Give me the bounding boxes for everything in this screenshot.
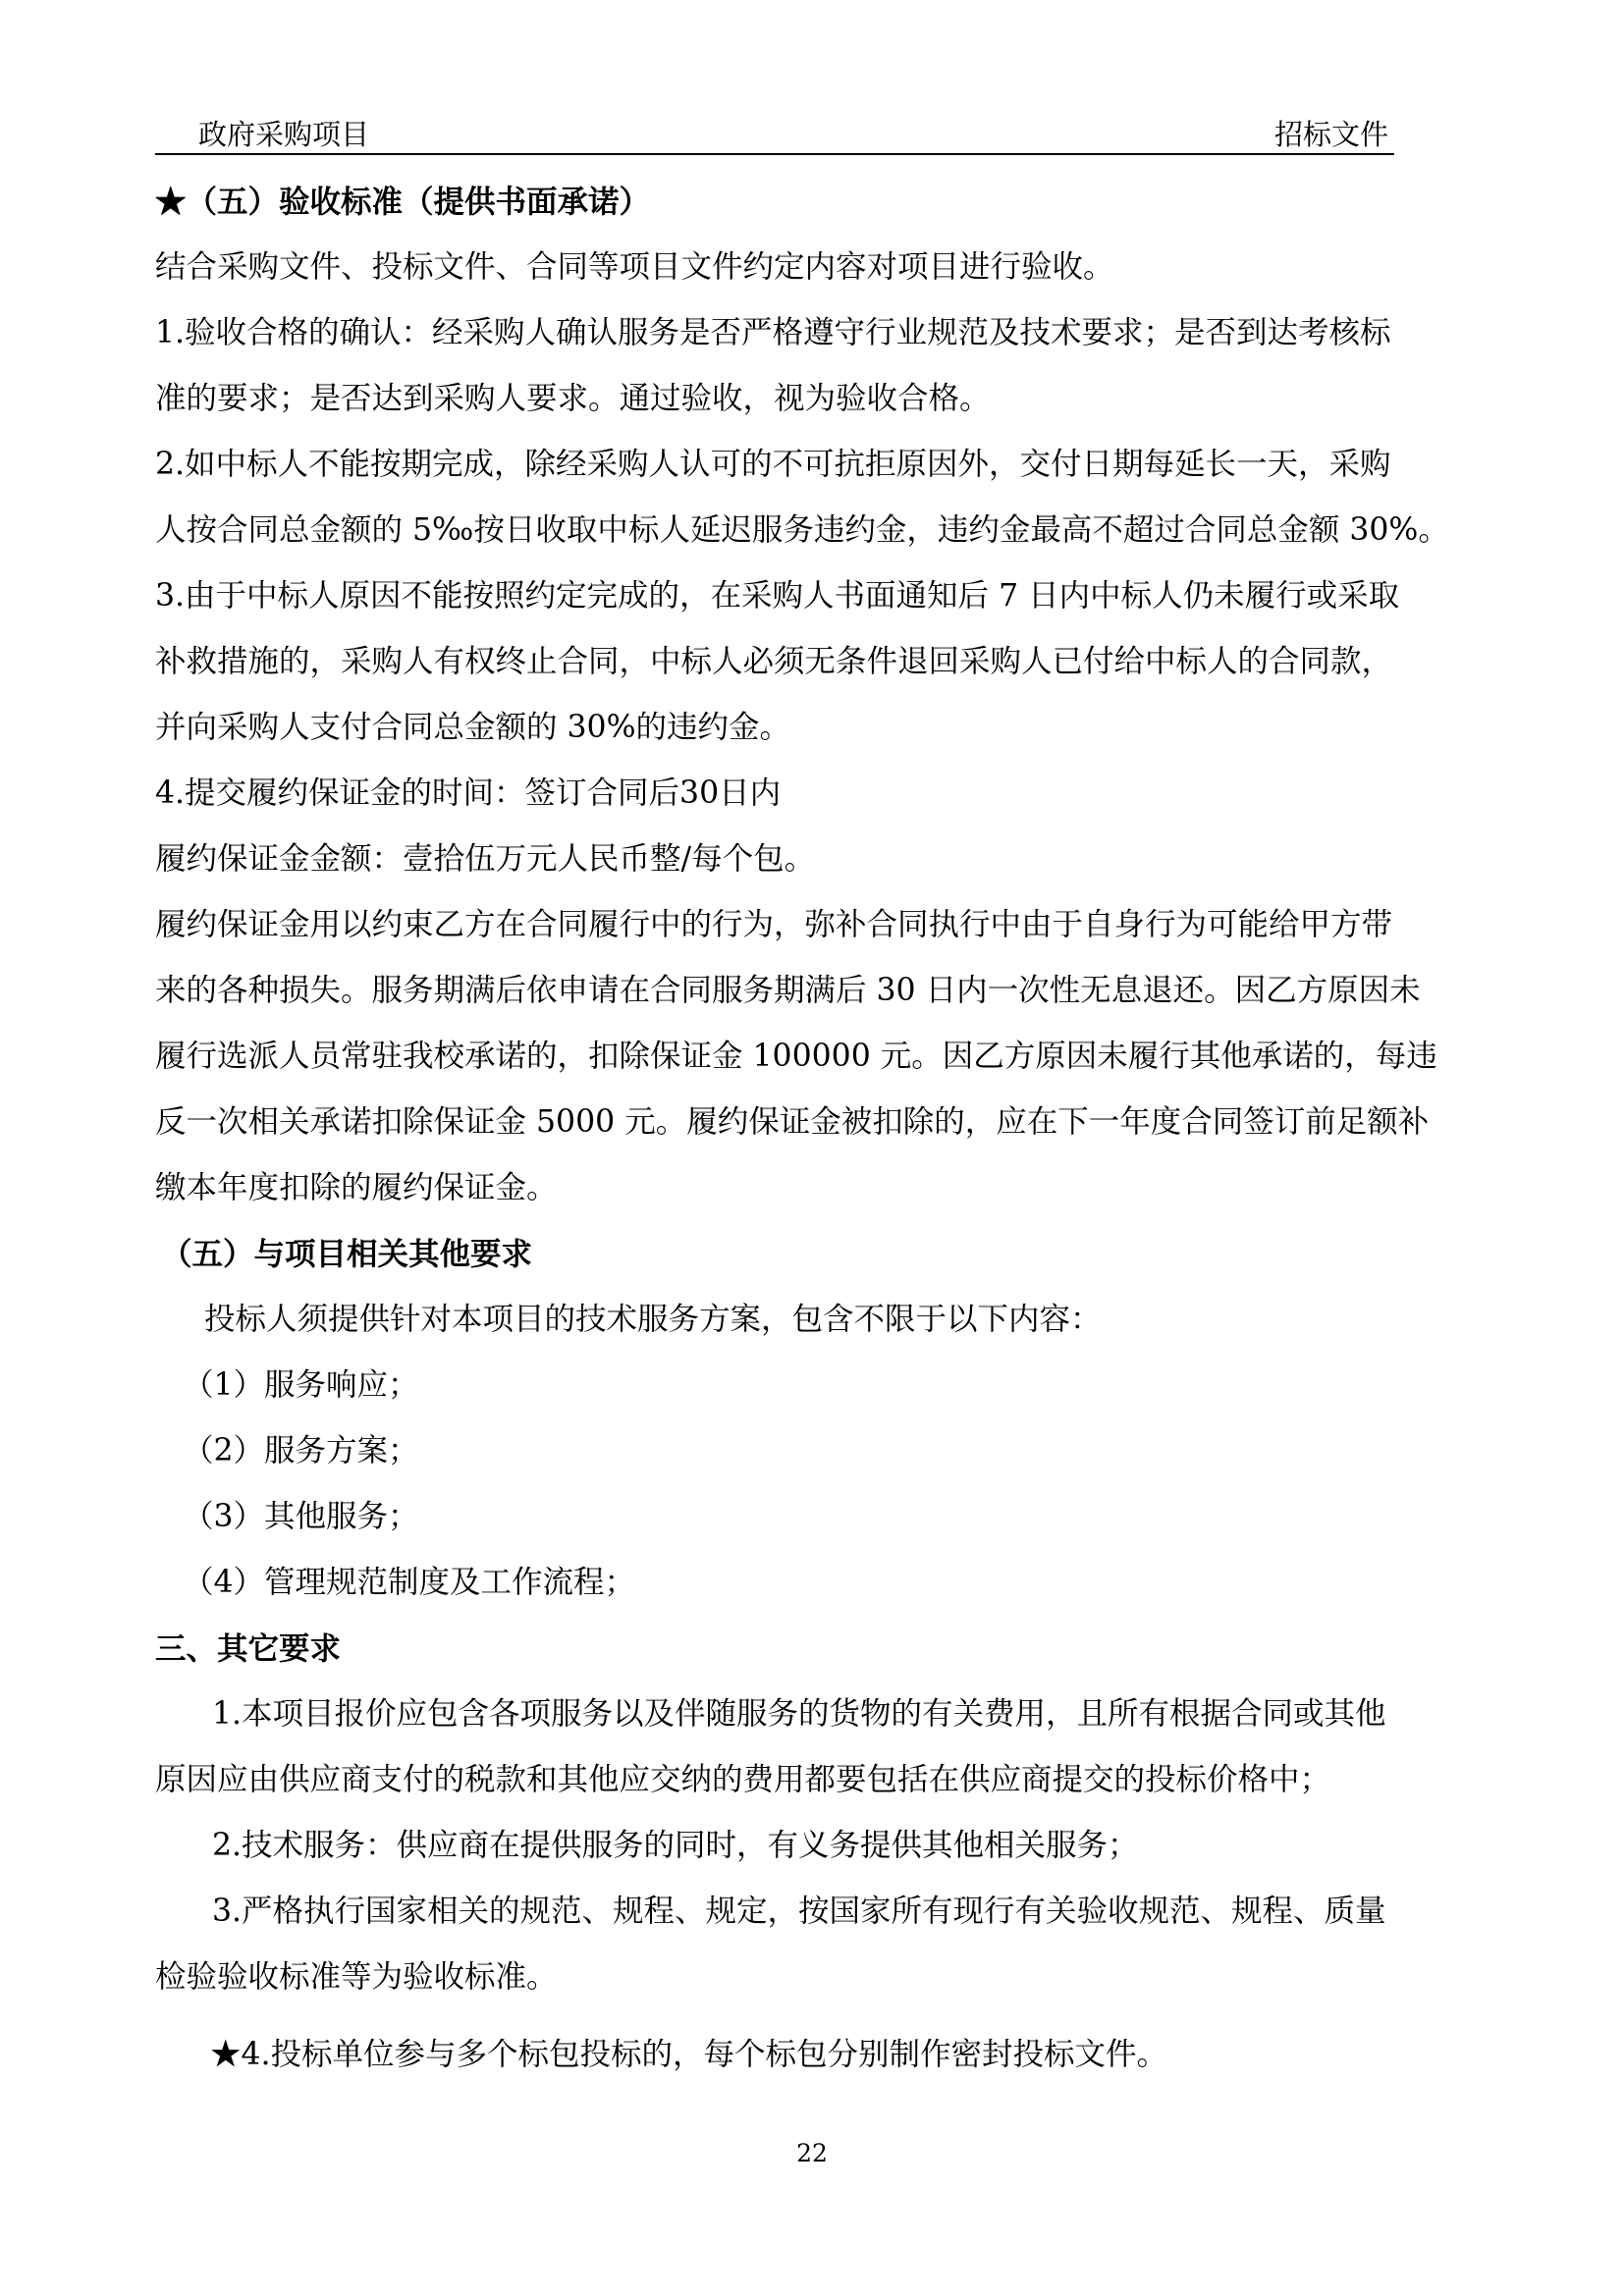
list-item: （1）服务响应； xyxy=(183,1367,419,1403)
paragraph-line: 1.验收合格的确认：经采购人确认服务是否严格遵守行业规范及技术要求；是否到达考核标 xyxy=(155,315,1391,350)
list-item: （3）其他服务； xyxy=(183,1499,419,1534)
paragraph-line: 4.提交履约保证金的时间：签订合同后30日内 xyxy=(155,775,782,811)
paragraph-line: 反一次相关承诺扣除保证金 5000 元。履约保证金被扣除的，应在下一年度合同签订前足额补 xyxy=(155,1104,1430,1140)
paragraph-line: 履约保证金金额：壹拾伍万元人民币整/每个包。 xyxy=(155,841,816,877)
header-right-title: 招标文件 xyxy=(1273,118,1388,151)
document-body xyxy=(155,169,1490,2088)
section-heading-acceptance: ★（五）验收标准（提供书面承诺） xyxy=(155,184,651,220)
paragraph-line: 准的要求；是否达到采购人要求。通过验收，视为验收合格。 xyxy=(155,381,991,416)
section-heading-misc: 三、其它要求 xyxy=(155,1630,342,1667)
paragraph-line: 补救措施的，采购人有权终止合同，中标人必须无条件退回采购人已付给中标人的合同款， xyxy=(155,644,1393,679)
paragraph-line: 履行选派人员常驻我校承诺的，扣除保证金 100000 元。因乙方原因未履行其他承诺的，每违 xyxy=(155,1039,1437,1074)
paragraph-line: 人按合同总金额的 5‰按日收取中标人延迟服务违约金，违约金最高不超过合同总金额 30%。 xyxy=(155,512,1449,548)
section-heading-other-requirements: （五）与项目相关其他要求 xyxy=(161,1236,533,1272)
page-header xyxy=(155,116,1394,155)
paragraph-line: ★4.投标单位参与多个标包投标的，每个标包分别制作密封投标文件。 xyxy=(210,2037,1168,2072)
paragraph-line: 履约保证金用以约束乙方在合同履行中的行为，弥补合同执行中由于自身行为可能给甲方带 xyxy=(155,907,1393,942)
page-number: 22 xyxy=(796,2139,828,2167)
paragraph-line: 2.技术服务：供应商在提供服务的同时，有义务提供其他相关服务； xyxy=(212,1828,1139,1863)
paragraph-line: 3.由于中标人原因不能按照约定完成的，在采购人书面通知后 7 日内中标人仍未履行或采取 xyxy=(155,578,1400,614)
paragraph-line: 检验验收标准等为验收标准。 xyxy=(155,1959,558,1995)
list-item: （4）管理规范制度及工作流程； xyxy=(183,1565,636,1600)
paragraph-line: 来的各种损失。服务期满后依申请在合同服务期满后 30 日内一次性无息退还。因乙方原因未 xyxy=(155,973,1421,1008)
paragraph-line: 原因应由供应商支付的税款和其他应交纳的费用都要包括在供应商提交的投标价格中； xyxy=(155,1762,1331,1797)
list-item: （2）服务方案； xyxy=(183,1433,419,1468)
paragraph-line: 结合采购文件、投标文件、合同等项目文件约定内容对项目进行验收。 xyxy=(155,249,1114,285)
paragraph-line: 3.严格执行国家相关的规范、规程、规定，按国家所有现行有关验收规范、规程、质量 xyxy=(212,1894,1386,1929)
paragraph-line: 缴本年度扣除的履约保证金。 xyxy=(155,1170,558,1205)
header-left-title: 政府采购项目 xyxy=(198,118,370,151)
paragraph-line: 1.本项目报价应包含各项服务以及伴随服务的货物的有关费用，且所有根据合同或其他 xyxy=(212,1696,1386,1732)
paragraph-line: 并向采购人支付合同总金额的 30%的违约金。 xyxy=(155,710,791,745)
paragraph-line: 投标人须提供针对本项目的技术服务方案，包含不限于以下内容： xyxy=(204,1302,1102,1337)
paragraph-line: 2.如中标人不能按期完成，除经采购人认可的不可抗拒原因外，交付日期每延长一天，采购 xyxy=(155,447,1391,482)
